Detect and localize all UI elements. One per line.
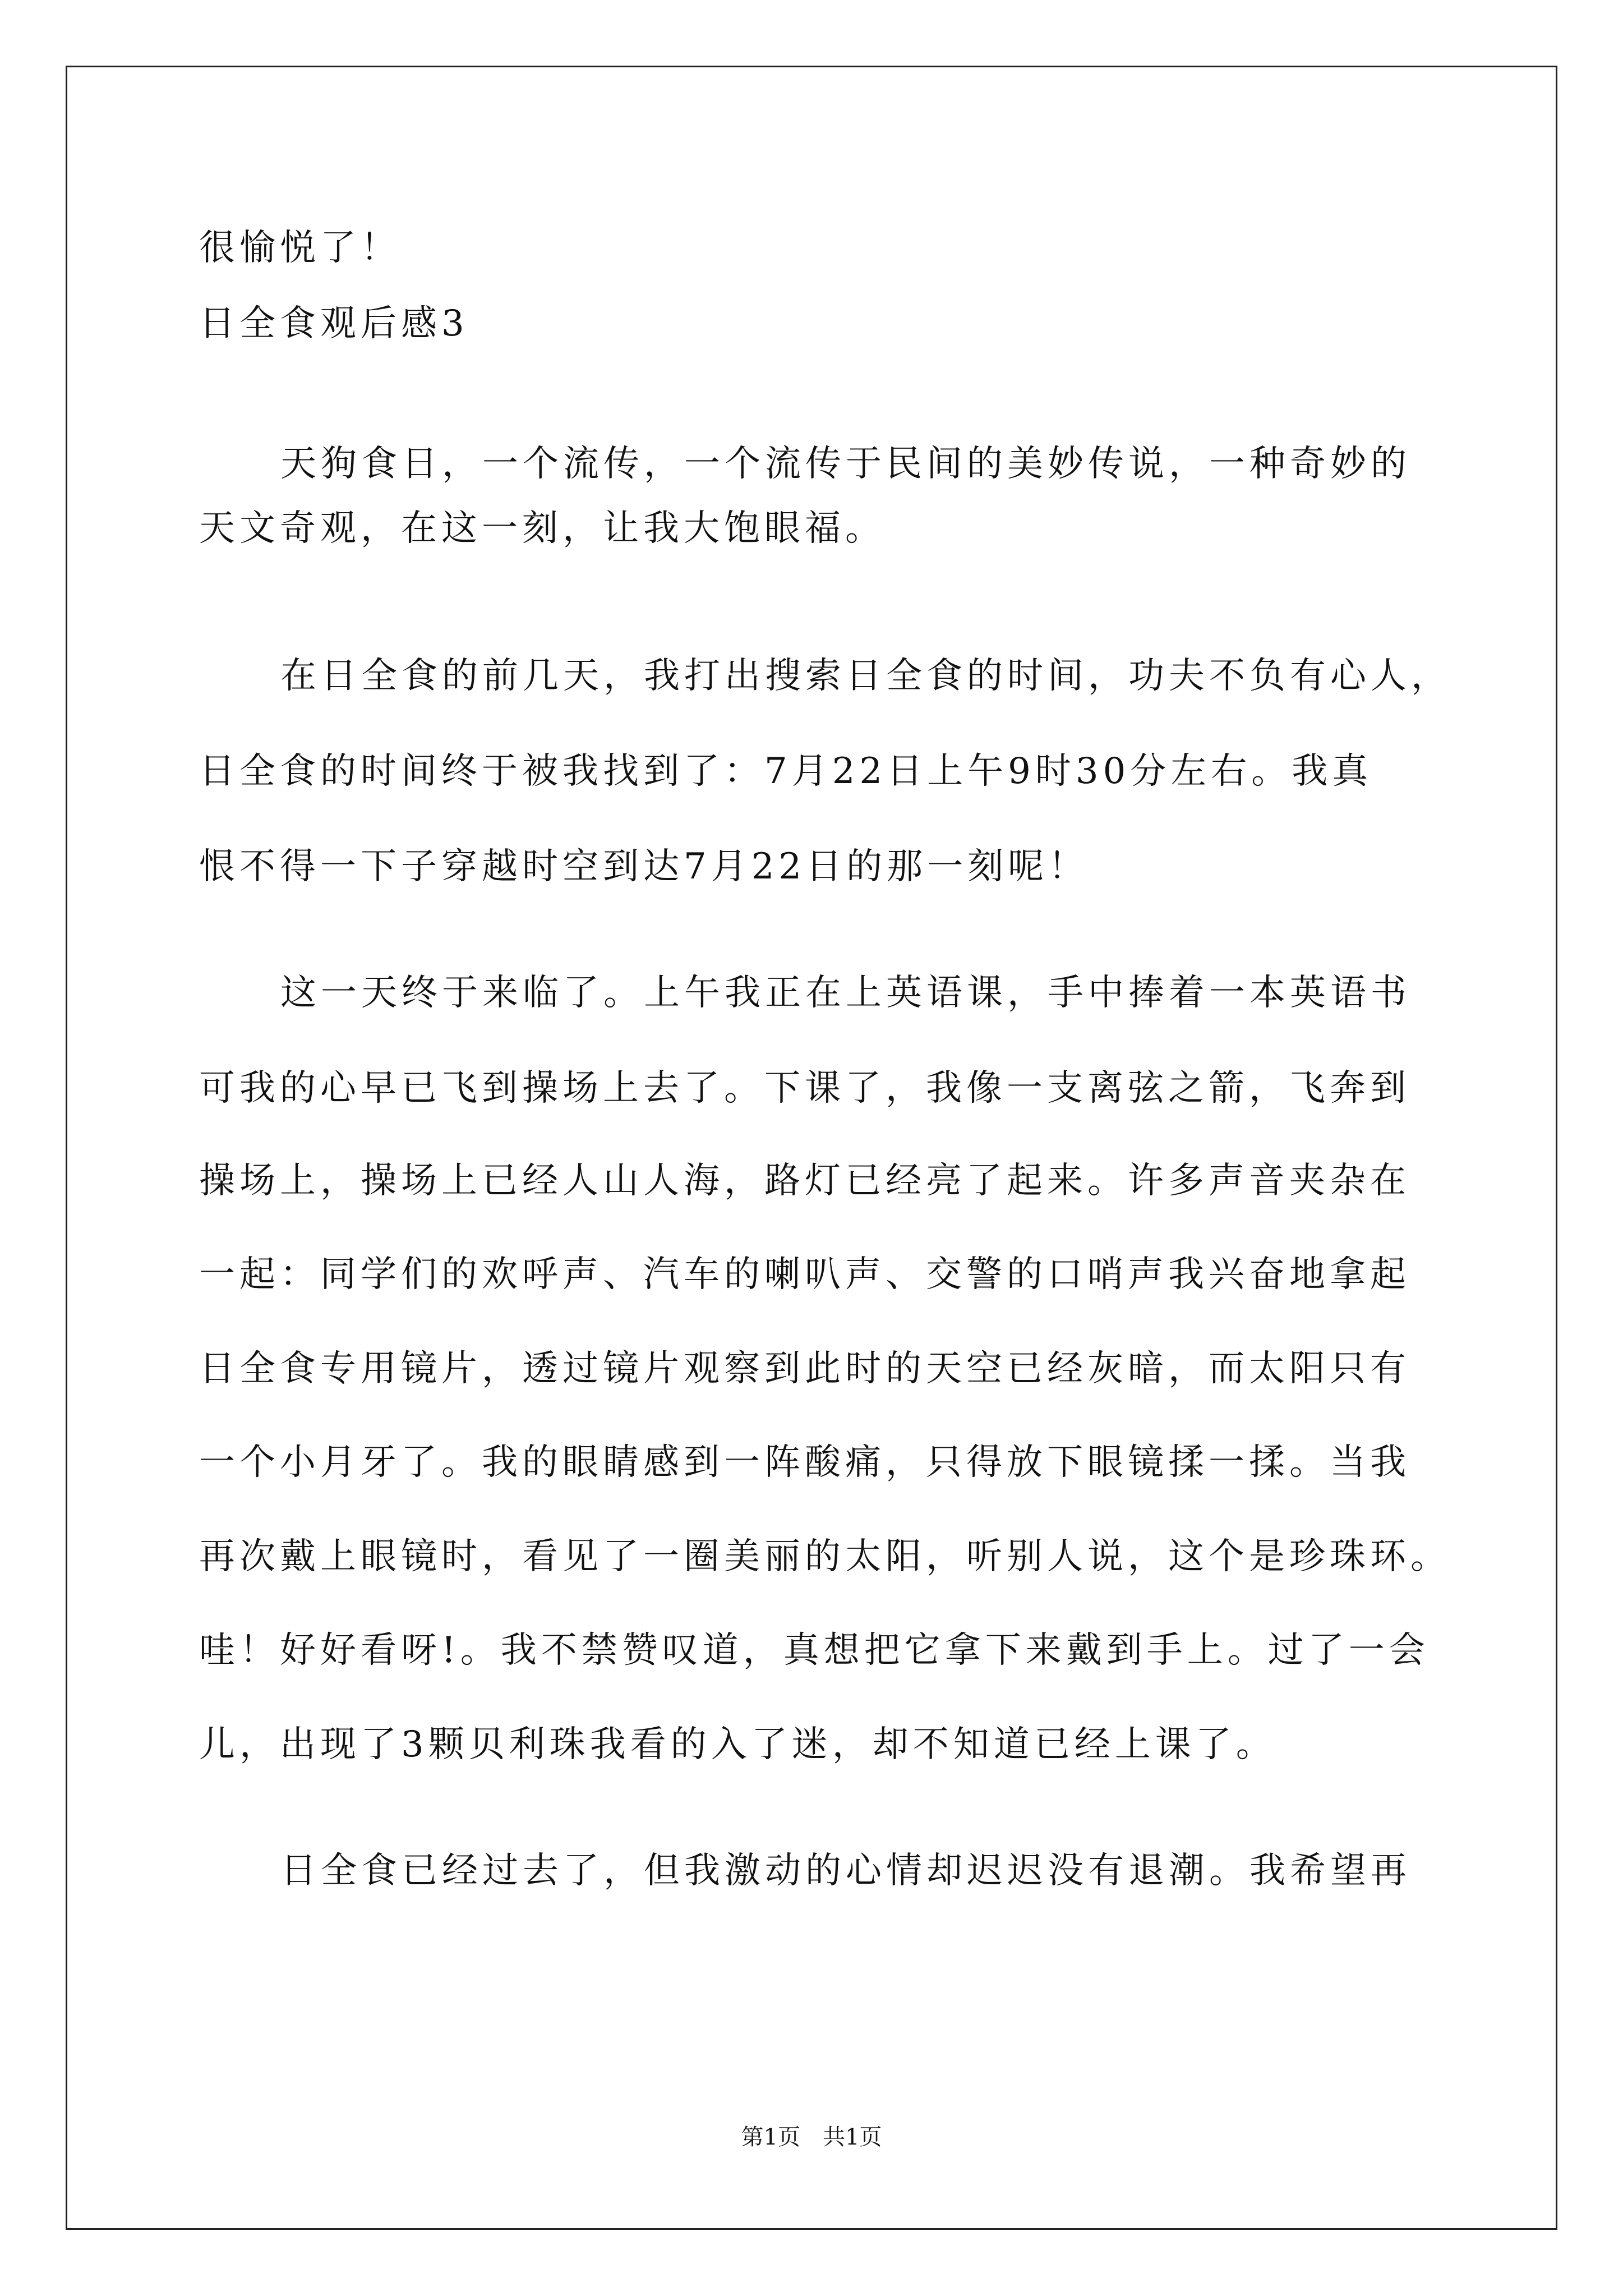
text-line: 日全食专用镜片，透过镜片观察到此时的天空已经灰暗，而太阳只有: [199, 1348, 1410, 1389]
text-line: 在日全食的前几天，我打出搜索日全食的时间，功夫不负有心人，: [280, 655, 1451, 697]
text-line: 恨不得一下子穿越时空到达7月22日的那一刻呢！: [199, 846, 1089, 887]
text-line: 天狗食日，一个流传，一个流传于民间的美妙传说，一种奇妙的: [280, 443, 1411, 485]
text-line: 可我的心早已飞到操场上去了。下课了，我像一支离弦之箭，飞奔到: [199, 1068, 1410, 1109]
text-line: 很愉悦了！: [199, 227, 401, 269]
page-footer: 第1页 共1页: [741, 2124, 882, 2150]
text-line: 这一天终于来临了。上午我正在上英语课，手中捧着一本英语书: [280, 972, 1411, 1014]
text-line: 一个小月牙了。我的眼睛感到一阵酸痛，只得放下眼镜揉一揉。当我: [199, 1442, 1410, 1483]
text-line: 哇！好好看呀!。我不禁赞叹道，真想把它拿下来戴到手上。过了一会: [199, 1630, 1430, 1671]
text-line: 再次戴上眼镜时，看见了一圈美丽的太阳，听别人说，这个是珍珠环。: [199, 1536, 1451, 1577]
text-line: 日全食已经过去了，但我激动的心情却迟迟没有退潮。我希望再: [280, 1850, 1411, 1892]
text-line: 一起：同学们的欢呼声、汽车的喇叭声、交警的口哨声我兴奋地拿起: [199, 1254, 1410, 1295]
section-title: 日全食观后感3: [199, 303, 469, 344]
text-line: 日全食的时间终于被我找到了：7月22日上午9时30分左右。我真: [199, 751, 1373, 792]
text-line: 天文奇观，在这一刻，让我大饱眼福。: [199, 508, 886, 549]
page-border: [66, 66, 1557, 2230]
text-line: 儿，出现了3颗贝利珠我看的入了迷，却不知道已经上课了。: [199, 1724, 1276, 1765]
text-line: 操场上，操场上已经人山人海，路灯已经亮了起来。许多声音夹杂在: [199, 1160, 1410, 1202]
